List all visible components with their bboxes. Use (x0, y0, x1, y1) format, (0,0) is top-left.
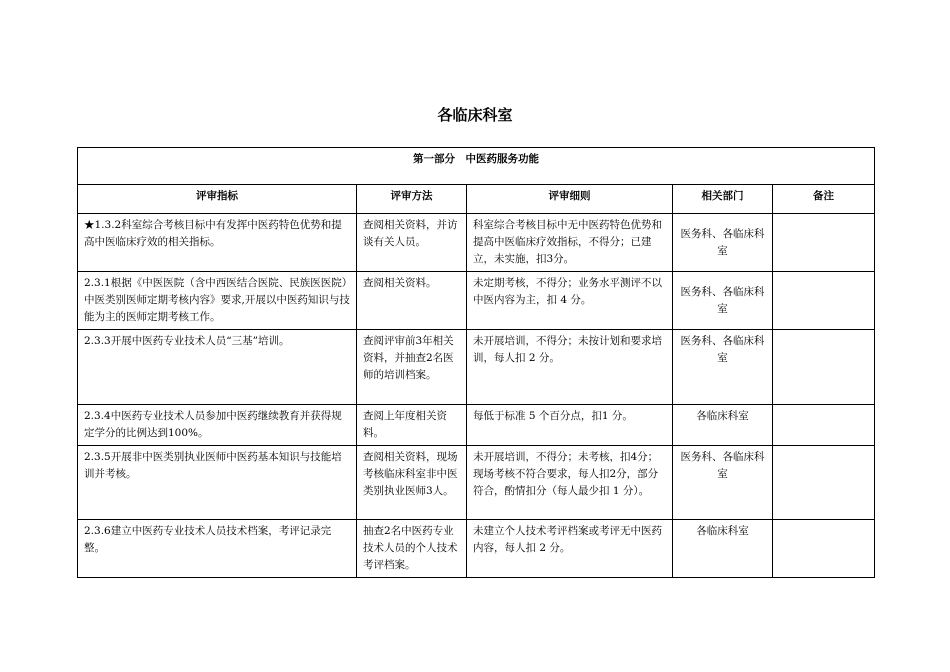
method-cell: 查阅相关资料。 (357, 272, 467, 330)
indicator-cell: 2.3.5开展非中医类别执业医师中医药基本知识与技能培训并考核。 (78, 446, 357, 520)
indicator-cell: ★1.3.2科室综合考核目标中有发挥中医药特色优势和提高中医临床疗效的相关指标。 (78, 214, 357, 272)
note-cell (773, 272, 875, 330)
review-table (77, 147, 875, 578)
table-row (78, 520, 875, 578)
method-cell: 查阅相关资料，现场考核临床科室非中医类别执业医师3人。 (357, 446, 467, 520)
table-row (78, 214, 875, 272)
detail-cell: 未开展培训，不得分；未按计划和要求培训，每人扣 2 分。 (467, 330, 673, 405)
dept-cell: 医务科、各临床科室 (673, 214, 773, 272)
table-header-row (78, 185, 875, 214)
indicator-cell: 2.3.3开展中医药专业技术人员“三基”培训。 (78, 330, 357, 405)
document-title: 各临床科室 (437, 106, 513, 124)
detail-cell: 未建立个人技术考评档案或考评无中医药内容，每人扣 2 分。 (467, 520, 673, 578)
header-dept: 相关部门 (673, 185, 773, 214)
header-detail: 评审细则 (467, 185, 673, 214)
part-title: 第一部分 中医药服务功能 (78, 148, 875, 185)
note-cell (773, 446, 875, 520)
dept-cell: 各临床科室 (673, 405, 773, 446)
dept-cell: 医务科、各临床科室 (673, 272, 773, 330)
header-method: 评审方法 (357, 185, 467, 214)
header-indicator: 评审指标 (78, 185, 357, 214)
method-cell: 查阅相关资料，并访谈有关人员。 (357, 214, 467, 272)
indicator-cell: 2.3.6建立中医药专业技术人员技术档案，考评记录完整。 (78, 520, 357, 578)
table-row (78, 405, 875, 446)
note-cell (773, 330, 875, 405)
note-cell (773, 405, 875, 446)
dept-cell: 医务科、各临床科室 (673, 330, 773, 405)
method-cell: 查阅评审前3年相关资料，并抽查2名医师的培训档案。 (357, 330, 467, 405)
part-title-row (78, 148, 875, 185)
note-cell (773, 520, 875, 578)
header-note: 备注 (773, 185, 875, 214)
detail-cell: 未定期考核，不得分；业务水平测评不以中医内容为主，扣 4 分。 (467, 272, 673, 330)
note-cell (773, 214, 875, 272)
detail-cell: 未开展培训，不得分；未考核，扣4分；现场考核不符合要求，每人扣2分，部分符合，酌情扣分（每人最少扣 1 分）。 (467, 446, 673, 520)
table-row (78, 446, 875, 520)
indicator-cell: 2.3.4中医药专业技术人员参加中医药继续教育并获得规定学分的比例达到100%。 (78, 405, 357, 446)
table-row (78, 272, 875, 330)
dept-cell: 各临床科室 (673, 520, 773, 578)
dept-cell: 医务科、各临床科室 (673, 446, 773, 520)
method-cell: 抽查2名中医药专业技术人员的个人技术考评档案。 (357, 520, 467, 578)
method-cell: 查阅上年度相关资料。 (357, 405, 467, 446)
detail-cell: 科室综合考核目标中无中医药特色优势和提高中医临床疗效指标，不得分；已建立，未实施，扣3分。 (467, 214, 673, 272)
indicator-cell: 2.3.1根据《中医医院（含中西医结合医院、民族医医院）中医类别医师定期考核内容》要求,开展以中医药知识与技能为主的医师定期考核工作。 (78, 272, 357, 330)
table-row (78, 330, 875, 405)
detail-cell: 每低于标准 5 个百分点，扣1 分。 (467, 405, 673, 446)
